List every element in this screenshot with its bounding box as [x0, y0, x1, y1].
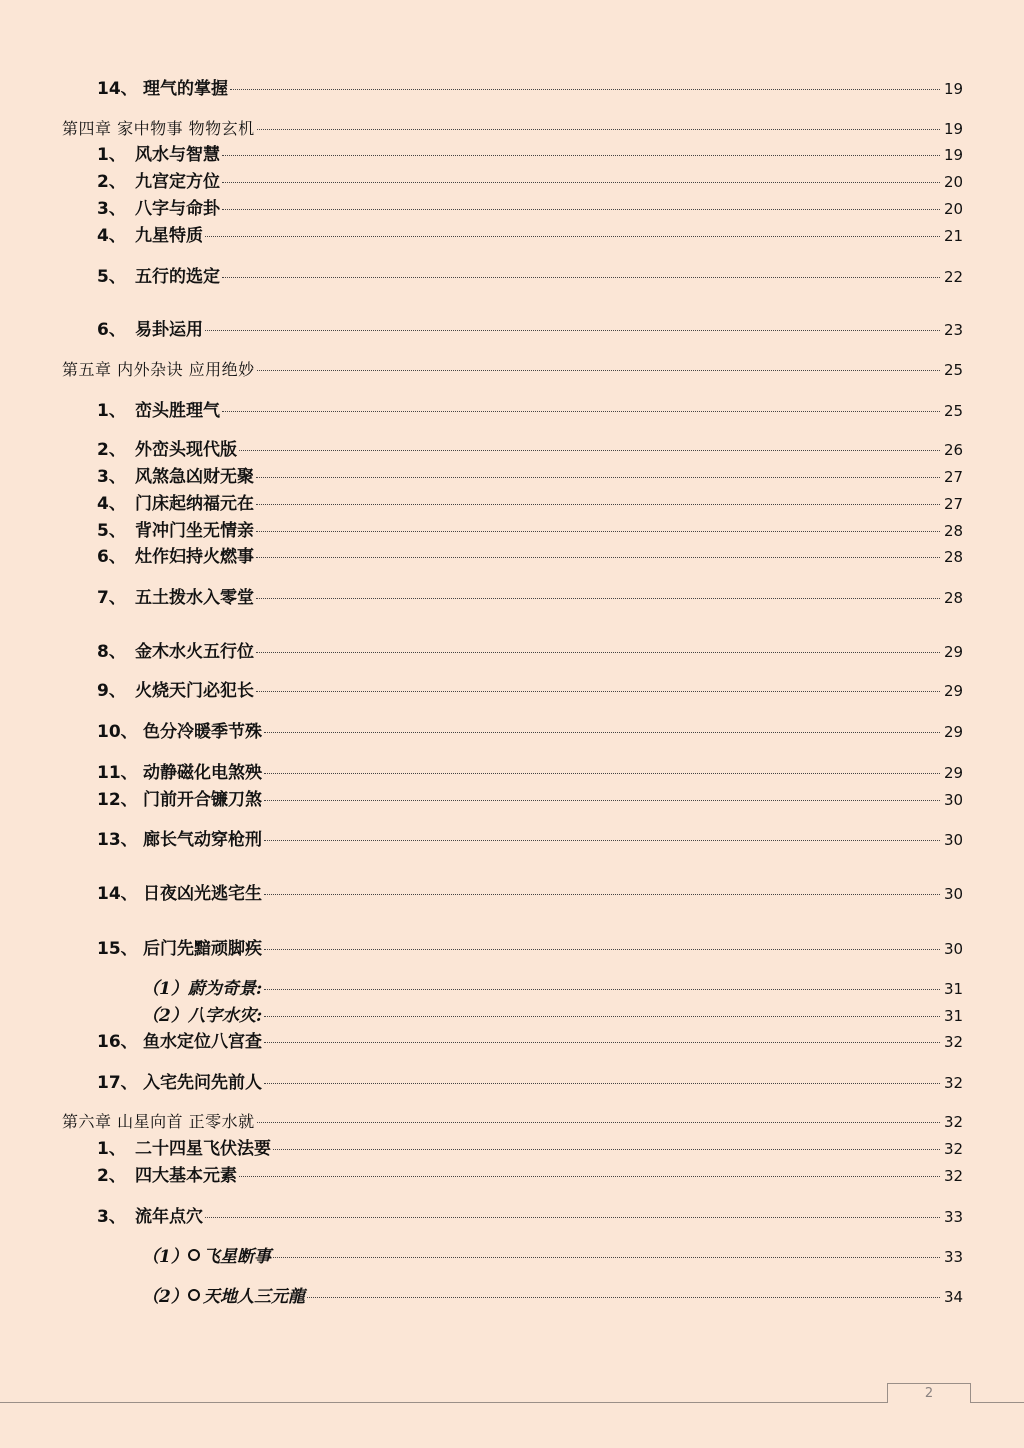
toc-entry-title [135, 198, 220, 220]
toc-page-number: 32 [944, 1140, 964, 1158]
toc-page-number: 30 [944, 940, 964, 958]
toc-subsection-entry[interactable] [142, 1286, 962, 1308]
toc-entry-title-text: 九星特质 [135, 226, 203, 246]
dot-leader [239, 1176, 940, 1177]
toc-entry-number: 17、 [97, 1073, 138, 1093]
toc-section-entry[interactable] [97, 680, 962, 702]
toc-entry-title [188, 1246, 271, 1268]
toc-page-number: 32 [944, 1167, 964, 1185]
toc-entry-number: 5、 [97, 267, 126, 287]
toc-entry-title-text: 第五章 内外杂诀 应用绝妙 [62, 360, 255, 379]
toc-entry-number: 15、 [97, 939, 138, 959]
toc-chapter-entry[interactable] [62, 118, 962, 140]
toc-section-entry[interactable] [97, 400, 962, 422]
toc-page-number: 22 [944, 268, 964, 286]
footer-divider [0, 1402, 1024, 1403]
dot-leader [273, 1149, 940, 1150]
toc-entry-number: （2） [142, 1006, 188, 1026]
toc-entry-title [143, 762, 262, 784]
toc-entry-title-text: 九宫定方位 [135, 172, 220, 192]
toc-section-entry[interactable] [97, 1031, 962, 1053]
toc-page-number: 33 [944, 1208, 964, 1226]
toc-page-number: 19 [944, 146, 964, 164]
toc-page-number: 31 [944, 1007, 964, 1025]
toc-subsection-entry[interactable] [142, 1005, 962, 1027]
toc-entry-title [62, 118, 255, 140]
toc-entry-number: （1） [142, 979, 188, 999]
toc-entry-number: 4、 [97, 226, 126, 246]
toc-entry-title [143, 78, 228, 100]
dot-leader [230, 89, 940, 90]
toc-entry-title [135, 546, 254, 568]
toc-entry-title-text: 八字与命卦 [135, 199, 220, 219]
toc-section-entry[interactable] [97, 587, 962, 609]
toc-section-entry[interactable] [97, 1072, 962, 1094]
toc-entry-title [143, 883, 262, 905]
toc-entry-title [143, 789, 262, 811]
toc-entry-title-text: 第四章 家中物事 物物玄机 [62, 119, 255, 138]
toc-section-entry[interactable] [97, 762, 962, 784]
dot-leader [264, 840, 940, 841]
dot-leader [257, 370, 940, 371]
toc-entry-title-text: 火烧天门必犯长 [135, 681, 254, 701]
dot-leader [264, 1083, 940, 1084]
toc-section-entry[interactable] [97, 520, 962, 542]
toc-section-entry[interactable] [97, 144, 962, 166]
toc-page-number: 29 [944, 643, 964, 661]
dot-leader [222, 155, 940, 156]
toc-section-entry[interactable] [97, 198, 962, 220]
toc-page-number: 20 [944, 173, 964, 191]
toc-entry-title-text: 第六章 山星向首 正零水就 [62, 1112, 255, 1131]
circle-bullet-icon [188, 1289, 200, 1301]
dot-leader [239, 450, 940, 451]
toc-page-number: 30 [944, 831, 964, 849]
dot-leader [256, 598, 940, 599]
toc-entry-title [135, 587, 254, 609]
toc-entry-title [135, 493, 254, 515]
toc-entry-title-text: 鱼水定位八宫查 [143, 1032, 262, 1052]
toc-section-entry[interactable] [97, 439, 962, 461]
toc-page-number: 28 [944, 522, 964, 540]
toc-entry-title [143, 721, 262, 743]
toc-entry-title-text: 八字水灾: [188, 1006, 263, 1026]
dot-leader [264, 949, 940, 950]
toc-entry-number: 5、 [97, 521, 126, 541]
toc-entry-number: （1） [142, 1247, 188, 1267]
toc-section-entry[interactable] [97, 1206, 962, 1228]
toc-entry-number: 11、 [97, 763, 138, 783]
toc-entry-title-text: 入宅先问先前人 [143, 1073, 262, 1093]
toc-page-number: 29 [944, 764, 964, 782]
toc-entry-number: 4、 [97, 494, 126, 514]
toc-entry-title [143, 938, 262, 960]
toc-section-entry[interactable] [97, 829, 962, 851]
toc-entry-number: 2、 [97, 172, 126, 192]
toc-entry-title [135, 225, 203, 247]
toc-entry-title [135, 641, 254, 663]
toc-entry-number: 10、 [97, 722, 138, 742]
toc-entry-number: 3、 [97, 1207, 126, 1227]
toc-entry-number: 1、 [97, 401, 126, 421]
toc-chapter-entry[interactable] [62, 359, 962, 381]
toc-entry-number: 13、 [97, 830, 138, 850]
toc-entry-title [135, 466, 254, 488]
toc-entry-title-text: 日夜凶光逃宅生 [143, 884, 262, 904]
toc-entry-number: 1、 [97, 145, 126, 165]
toc-entry-title-text: 门床起纳福元在 [135, 494, 254, 514]
toc-page-number: 30 [944, 791, 964, 809]
toc-entry-number: 16、 [97, 1032, 138, 1052]
toc-entry-title-text: 金木水火五行位 [135, 642, 254, 662]
toc-entry-title-text: 廊长气动穿枪刑 [143, 830, 262, 850]
toc-entry-title [62, 1111, 255, 1133]
dot-leader [307, 1297, 940, 1298]
toc-section-entry[interactable] [97, 721, 962, 743]
dot-leader [264, 989, 940, 990]
dot-leader [205, 330, 940, 331]
toc-entry-title [135, 1138, 271, 1160]
toc-section-entry[interactable] [97, 641, 962, 663]
toc-entry-number: 2、 [97, 1166, 126, 1186]
toc-entry-title-text: 灶作妇持火燃事 [135, 547, 254, 567]
toc-page-number: 19 [944, 80, 964, 98]
toc-entry-title-text: 五行的选定 [135, 267, 220, 287]
page-number: 2 [924, 1386, 934, 1401]
toc-entry-title-text: 背冲门坐无情亲 [135, 521, 254, 541]
dot-leader [257, 1122, 940, 1123]
toc-entry-title [135, 439, 237, 461]
toc-entry-title [188, 1005, 262, 1027]
toc-page-number: 32 [944, 1113, 964, 1131]
toc-entry-title-text: 二十四星飞伏法要 [135, 1139, 271, 1159]
dot-leader [256, 531, 940, 532]
toc-entry-title-text: 四大基本元素 [135, 1166, 237, 1186]
toc-entry-title [135, 520, 254, 542]
toc-page-number: 32 [944, 1033, 964, 1051]
toc-entry-title-text: 易卦运用 [135, 320, 203, 340]
toc-page-number: 29 [944, 682, 964, 700]
toc-page-number: 27 [944, 495, 964, 513]
toc-entry-title-text: 蔚为奇景: [188, 979, 263, 999]
toc-page-number: 21 [944, 227, 964, 245]
toc-entry-title [135, 1165, 237, 1187]
dot-leader [264, 773, 940, 774]
toc-entry-title [135, 266, 220, 288]
dot-leader [264, 1016, 940, 1017]
toc-page-number: 20 [944, 200, 964, 218]
toc-page-number: 30 [944, 885, 964, 903]
toc-page-number: 25 [944, 402, 964, 420]
dot-leader [222, 277, 940, 278]
toc-page-number: 25 [944, 361, 964, 379]
toc-entry-title-text: 外峦头现代版 [135, 440, 237, 460]
toc-entry-title [135, 680, 254, 702]
toc-entry-title-text: 峦头胜理气 [135, 401, 220, 421]
dot-leader [256, 691, 940, 692]
toc-page-number: 31 [944, 980, 964, 998]
dot-leader [222, 411, 940, 412]
toc-entry-title [135, 1206, 203, 1228]
toc-section-entry[interactable] [97, 225, 962, 247]
toc-page-number: 33 [944, 1248, 964, 1266]
toc-section-entry[interactable] [97, 78, 962, 100]
toc-entry-number: 6、 [97, 547, 126, 567]
toc-page-number: 19 [944, 120, 964, 138]
toc-entry-number: 9、 [97, 681, 126, 701]
dot-leader [222, 209, 940, 210]
dot-leader [256, 504, 940, 505]
toc-entry-title-text: 天地人三元龍 [203, 1287, 305, 1307]
toc-page-number: 28 [944, 589, 964, 607]
toc-entry-title [143, 1031, 262, 1053]
toc-section-entry[interactable] [97, 466, 962, 488]
dot-leader [257, 129, 940, 130]
toc-entry-title-text: 后门先黯顽脚疾 [143, 939, 262, 959]
toc-entry-title-text: 理气的掌握 [143, 79, 228, 99]
toc-entry-number: 3、 [97, 467, 126, 487]
toc-section-entry[interactable] [97, 546, 962, 568]
toc-entry-title [143, 829, 262, 851]
toc-section-entry[interactable] [97, 938, 962, 960]
toc-section-entry[interactable] [97, 319, 962, 341]
toc-entry-number: 6、 [97, 320, 126, 340]
toc-page-number: 34 [944, 1288, 964, 1306]
page-number-tab [887, 1383, 971, 1403]
toc-section-entry[interactable] [97, 883, 962, 905]
dot-leader [264, 894, 940, 895]
toc-section-entry[interactable] [97, 171, 962, 193]
dot-leader [264, 800, 940, 801]
toc-page-number: 23 [944, 321, 964, 339]
toc-entry-title [135, 171, 220, 193]
toc-entry-title [188, 1286, 305, 1308]
toc-entry-title-text: 流年点穴 [135, 1207, 203, 1227]
dot-leader [256, 477, 940, 478]
toc-entry-title-text: 风水与智慧 [135, 145, 220, 165]
toc-subsection-entry[interactable] [142, 978, 962, 1000]
toc-section-entry[interactable] [97, 789, 962, 811]
toc-section-entry[interactable] [97, 1165, 962, 1187]
toc-entry-title-text: 动静磁化电煞殃 [143, 763, 262, 783]
toc-entry-title-text: 门前开合镰刀煞 [143, 790, 262, 810]
toc-entry-title [135, 144, 220, 166]
dot-leader [273, 1257, 940, 1258]
toc-entry-title [143, 1072, 262, 1094]
toc-chapter-entry[interactable] [62, 1111, 962, 1133]
toc-entry-title [135, 319, 203, 341]
toc-entry-number: 2、 [97, 440, 126, 460]
toc-entry-title [62, 359, 255, 381]
toc-entry-number: 7、 [97, 588, 126, 608]
toc-entry-number: 12、 [97, 790, 138, 810]
dot-leader [264, 1042, 940, 1043]
toc-page-number: 27 [944, 468, 964, 486]
toc-subsection-entry[interactable] [142, 1246, 962, 1268]
toc-entry-title-text: 风煞急凶财无聚 [135, 467, 254, 487]
dot-leader [256, 557, 940, 558]
toc-entry-title [188, 978, 262, 1000]
dot-leader [205, 236, 940, 237]
toc-entry-number: 1、 [97, 1139, 126, 1159]
toc-section-entry[interactable] [97, 493, 962, 515]
dot-leader [222, 182, 940, 183]
toc-entry-title-text: 色分冷暖季节殊 [143, 722, 262, 742]
dot-leader [264, 732, 940, 733]
toc-page-number: 28 [944, 548, 964, 566]
toc-section-entry[interactable] [97, 266, 962, 288]
toc-page-number: 26 [944, 441, 964, 459]
toc-entry-number: 8、 [97, 642, 126, 662]
circle-bullet-icon [188, 1249, 200, 1261]
toc-page-number: 32 [944, 1074, 964, 1092]
toc-entry-title-text: 飞星断事 [203, 1247, 271, 1267]
dot-leader [205, 1217, 940, 1218]
toc-entry-title-text: 五土拨水入零堂 [135, 588, 254, 608]
toc-section-entry[interactable] [97, 1138, 962, 1160]
toc-entry-title [135, 400, 220, 422]
dot-leader [256, 652, 940, 653]
toc-entry-number: 3、 [97, 199, 126, 219]
toc-entry-number: 14、 [97, 79, 138, 99]
toc-page-number: 29 [944, 723, 964, 741]
toc-entry-number: 14、 [97, 884, 138, 904]
toc-entry-number: （2） [142, 1287, 188, 1307]
